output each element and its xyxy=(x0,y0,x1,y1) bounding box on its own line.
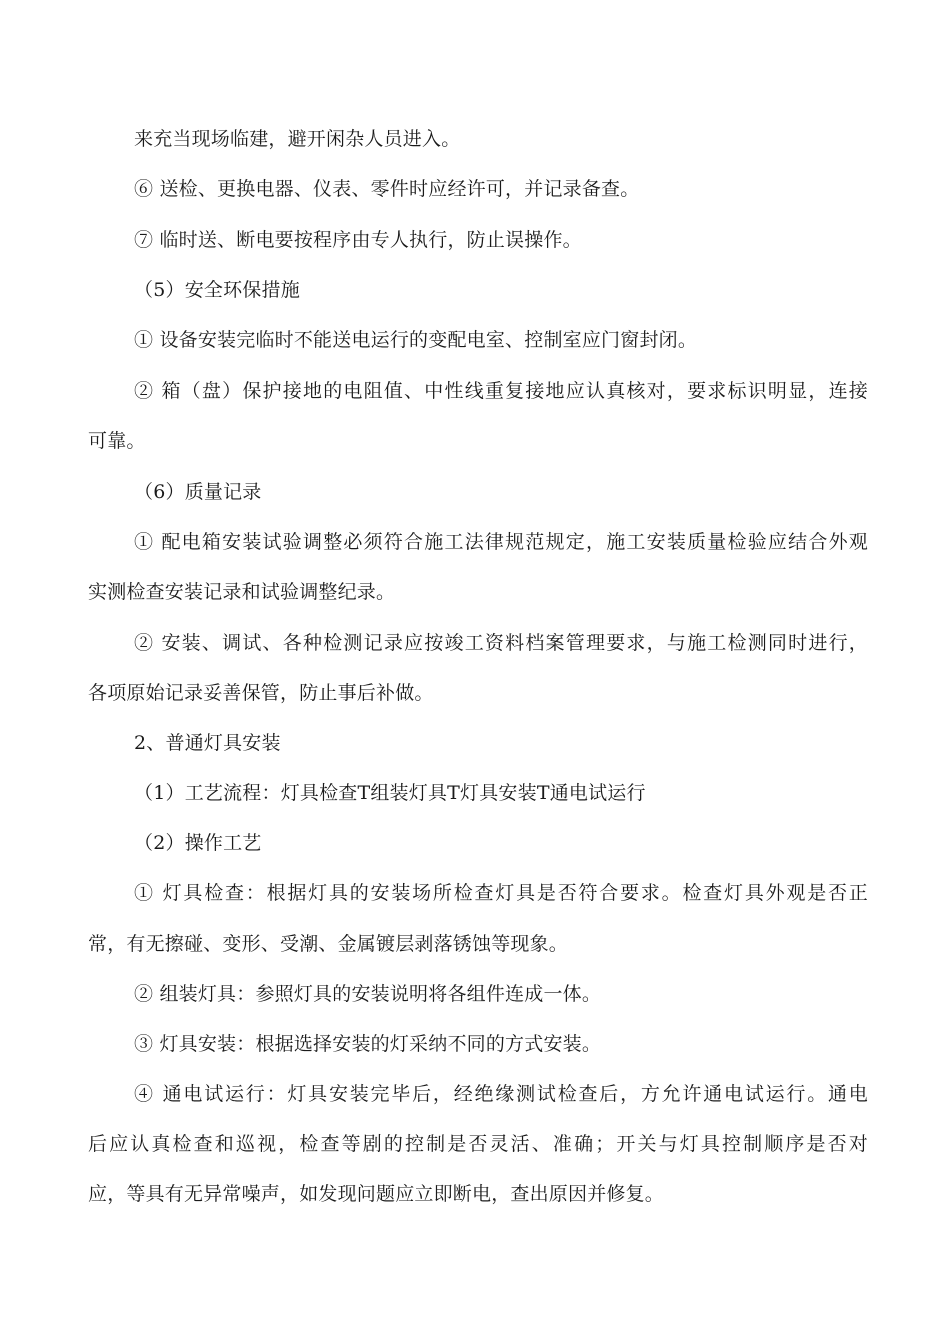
text-line: ⑥ 送检、更换电器、仪表、零件时应经许可，并记录备查。 xyxy=(134,178,640,200)
text-line: 各项原始记录妥善保管，防止事后补做。 xyxy=(88,682,434,704)
section-heading: 2、普通灯具安装 xyxy=(134,732,281,754)
text-line: ② 组装灯具：参照灯具的安装说明将各组件连成一体。 xyxy=(134,983,602,1005)
text-line: 应，等具有无异常噪声，如发现问题应立即断电，查出原因并修复。 xyxy=(88,1183,665,1205)
text-line: ③ 灯具安装：根据选择安装的灯采纳不同的方式安装。 xyxy=(134,1033,602,1055)
text-line: （1）工艺流程：灯具检查T组装灯具T灯具安装T通电试运行 xyxy=(134,782,646,804)
section-heading: （2）操作工艺 xyxy=(134,832,262,854)
section-heading: （5）安全环保措施 xyxy=(134,279,300,301)
text-line: 实测检查安装记录和试验调整纪录。 xyxy=(88,581,396,603)
text-line: ② 箱（盘）保护接地的电阻值、中性线重复接地应认真核对，要求标识明显，连接 xyxy=(134,380,868,402)
section-heading: （6）质量记录 xyxy=(134,481,262,503)
text-line: ① 配电箱安装试验调整必须符合施工法律规范规定，施工安装质量检验应结合外观 xyxy=(134,531,868,553)
text-line: ④ 通电试运行：灯具安装完毕后，经绝缘测试检查后，方允许通电试运行。通电 xyxy=(134,1083,868,1105)
text-line: 可靠。 xyxy=(88,430,146,452)
text-line: 来充当现场临建，避开闲杂人员进入。 xyxy=(134,128,461,150)
text-line: ① 设备安装完临时不能送电运行的变配电室、控制室应门窗封闭。 xyxy=(134,329,698,351)
text-line: ① 灯具检查：根据灯具的安装场所检查灯具是否符合要求。检查灯具外观是否正 xyxy=(134,882,868,904)
text-line: 后应认真检查和巡视，检查等剧的控制是否灵活、准确；开关与灯具控制顺序是否对 xyxy=(88,1133,868,1155)
text-line: ② 安装、调试、各种检测记录应按竣工资料档案管理要求，与施工检测同时进行， xyxy=(134,632,868,654)
text-line: ⑦ 临时送、断电要按程序由专人执行，防止误操作。 xyxy=(134,229,582,251)
text-line: 常，有无擦碰、变形、受潮、金属镀层剥落锈蚀等现象。 xyxy=(88,933,569,955)
